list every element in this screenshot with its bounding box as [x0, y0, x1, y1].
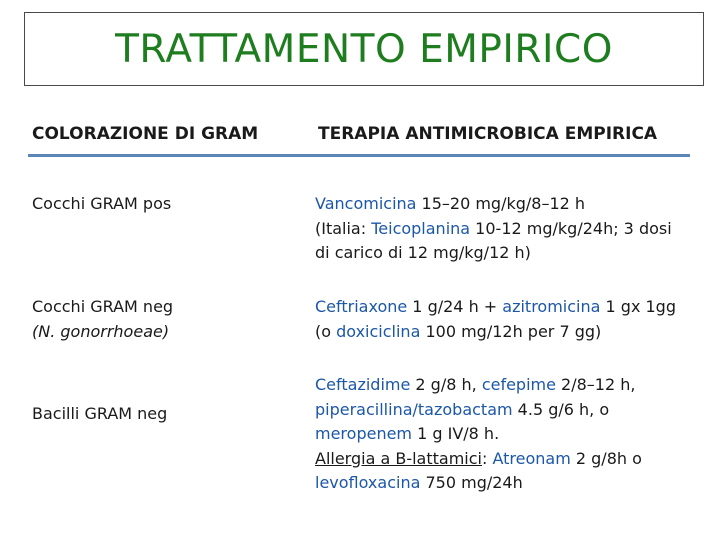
- therapy-text: di carico di 12 mg/kg/12 h): [315, 243, 531, 262]
- therapy-text: 100 mg/12h per 7 gg): [420, 321, 602, 341]
- therapy-text: (Italia:: [315, 218, 372, 238]
- row-label-bacilli-gram-neg: [32, 402, 167, 427]
- therapy-text: 1 gx 1gg: [600, 297, 676, 316]
- therapy-line: [315, 320, 676, 345]
- therapy-text: 2/8–12 h,: [555, 375, 636, 394]
- row-therapy-cocchi-gram-pos: [315, 192, 672, 266]
- therapy-line: [315, 471, 642, 496]
- drug-name: Ceftriaxone: [315, 297, 408, 316]
- drug-name: piperacillina/tazobactam: [315, 399, 513, 419]
- header-divider: [28, 154, 690, 157]
- therapy-line: [315, 398, 642, 423]
- header-empirical-therapy: TERAPIA ANTIMICROBICA EMPIRICA: [318, 124, 658, 144]
- row-label-line: (N. gonorrhoeae): [32, 321, 170, 341]
- therapy-line: [315, 295, 676, 320]
- row-therapy-cocchi-gram-neg: [315, 295, 676, 344]
- drug-name: Ceftazidime: [315, 375, 411, 394]
- therapy-text: 2 g/8h o: [570, 448, 642, 468]
- therapy-line: [315, 241, 672, 266]
- therapy-line: [315, 447, 642, 472]
- row-label-line: Cocchi GRAM neg: [32, 297, 174, 316]
- drug-name: azitromicina: [502, 297, 601, 316]
- therapy-text: 750 mg/24h: [420, 473, 523, 492]
- therapy-line: [315, 217, 672, 242]
- therapy-line: [315, 373, 642, 398]
- page-title: TRATTAMENTO EMPIRICO: [115, 26, 613, 72]
- drug-name: Vancomicina: [315, 194, 417, 213]
- row-label-cocchi-gram-pos: [32, 192, 171, 217]
- header-gram-stain: COLORAZIONE DI GRAM: [32, 124, 259, 144]
- therapy-text: 1 g/24 h +: [407, 297, 503, 316]
- drug-name: Teicoplanina: [371, 218, 471, 238]
- therapy-text: 15–20 mg/kg/8–12 h: [416, 194, 586, 213]
- therapy-line: [315, 192, 672, 217]
- therapy-text: (o: [315, 321, 337, 341]
- allergy-label: Allergia a B-lattamici: [315, 448, 482, 468]
- row-label-cocchi-gram-neg: [32, 295, 173, 344]
- drug-name: Atreonam: [492, 448, 571, 468]
- therapy-text: 10-12 mg/kg/24h; 3 dosi: [470, 218, 672, 238]
- drug-name: levofloxacina: [315, 473, 421, 492]
- therapy-text: 2 g/8 h,: [410, 375, 482, 394]
- therapy-text: :: [481, 448, 493, 468]
- drug-name: cefepime: [481, 375, 556, 394]
- row-label-line: Bacilli GRAM neg: [32, 404, 168, 423]
- row-therapy-bacilli-gram-neg: [315, 373, 642, 496]
- drug-name: meropenem: [315, 424, 413, 443]
- row-label-line: Cocchi GRAM pos: [32, 194, 172, 213]
- therapy-text: 1 g IV/8 h.: [412, 424, 500, 443]
- therapy-line: [315, 422, 642, 447]
- title-box: [24, 12, 704, 86]
- therapy-text: 4.5 g/6 h, o: [512, 399, 610, 419]
- drug-name: doxiciclina: [336, 321, 421, 341]
